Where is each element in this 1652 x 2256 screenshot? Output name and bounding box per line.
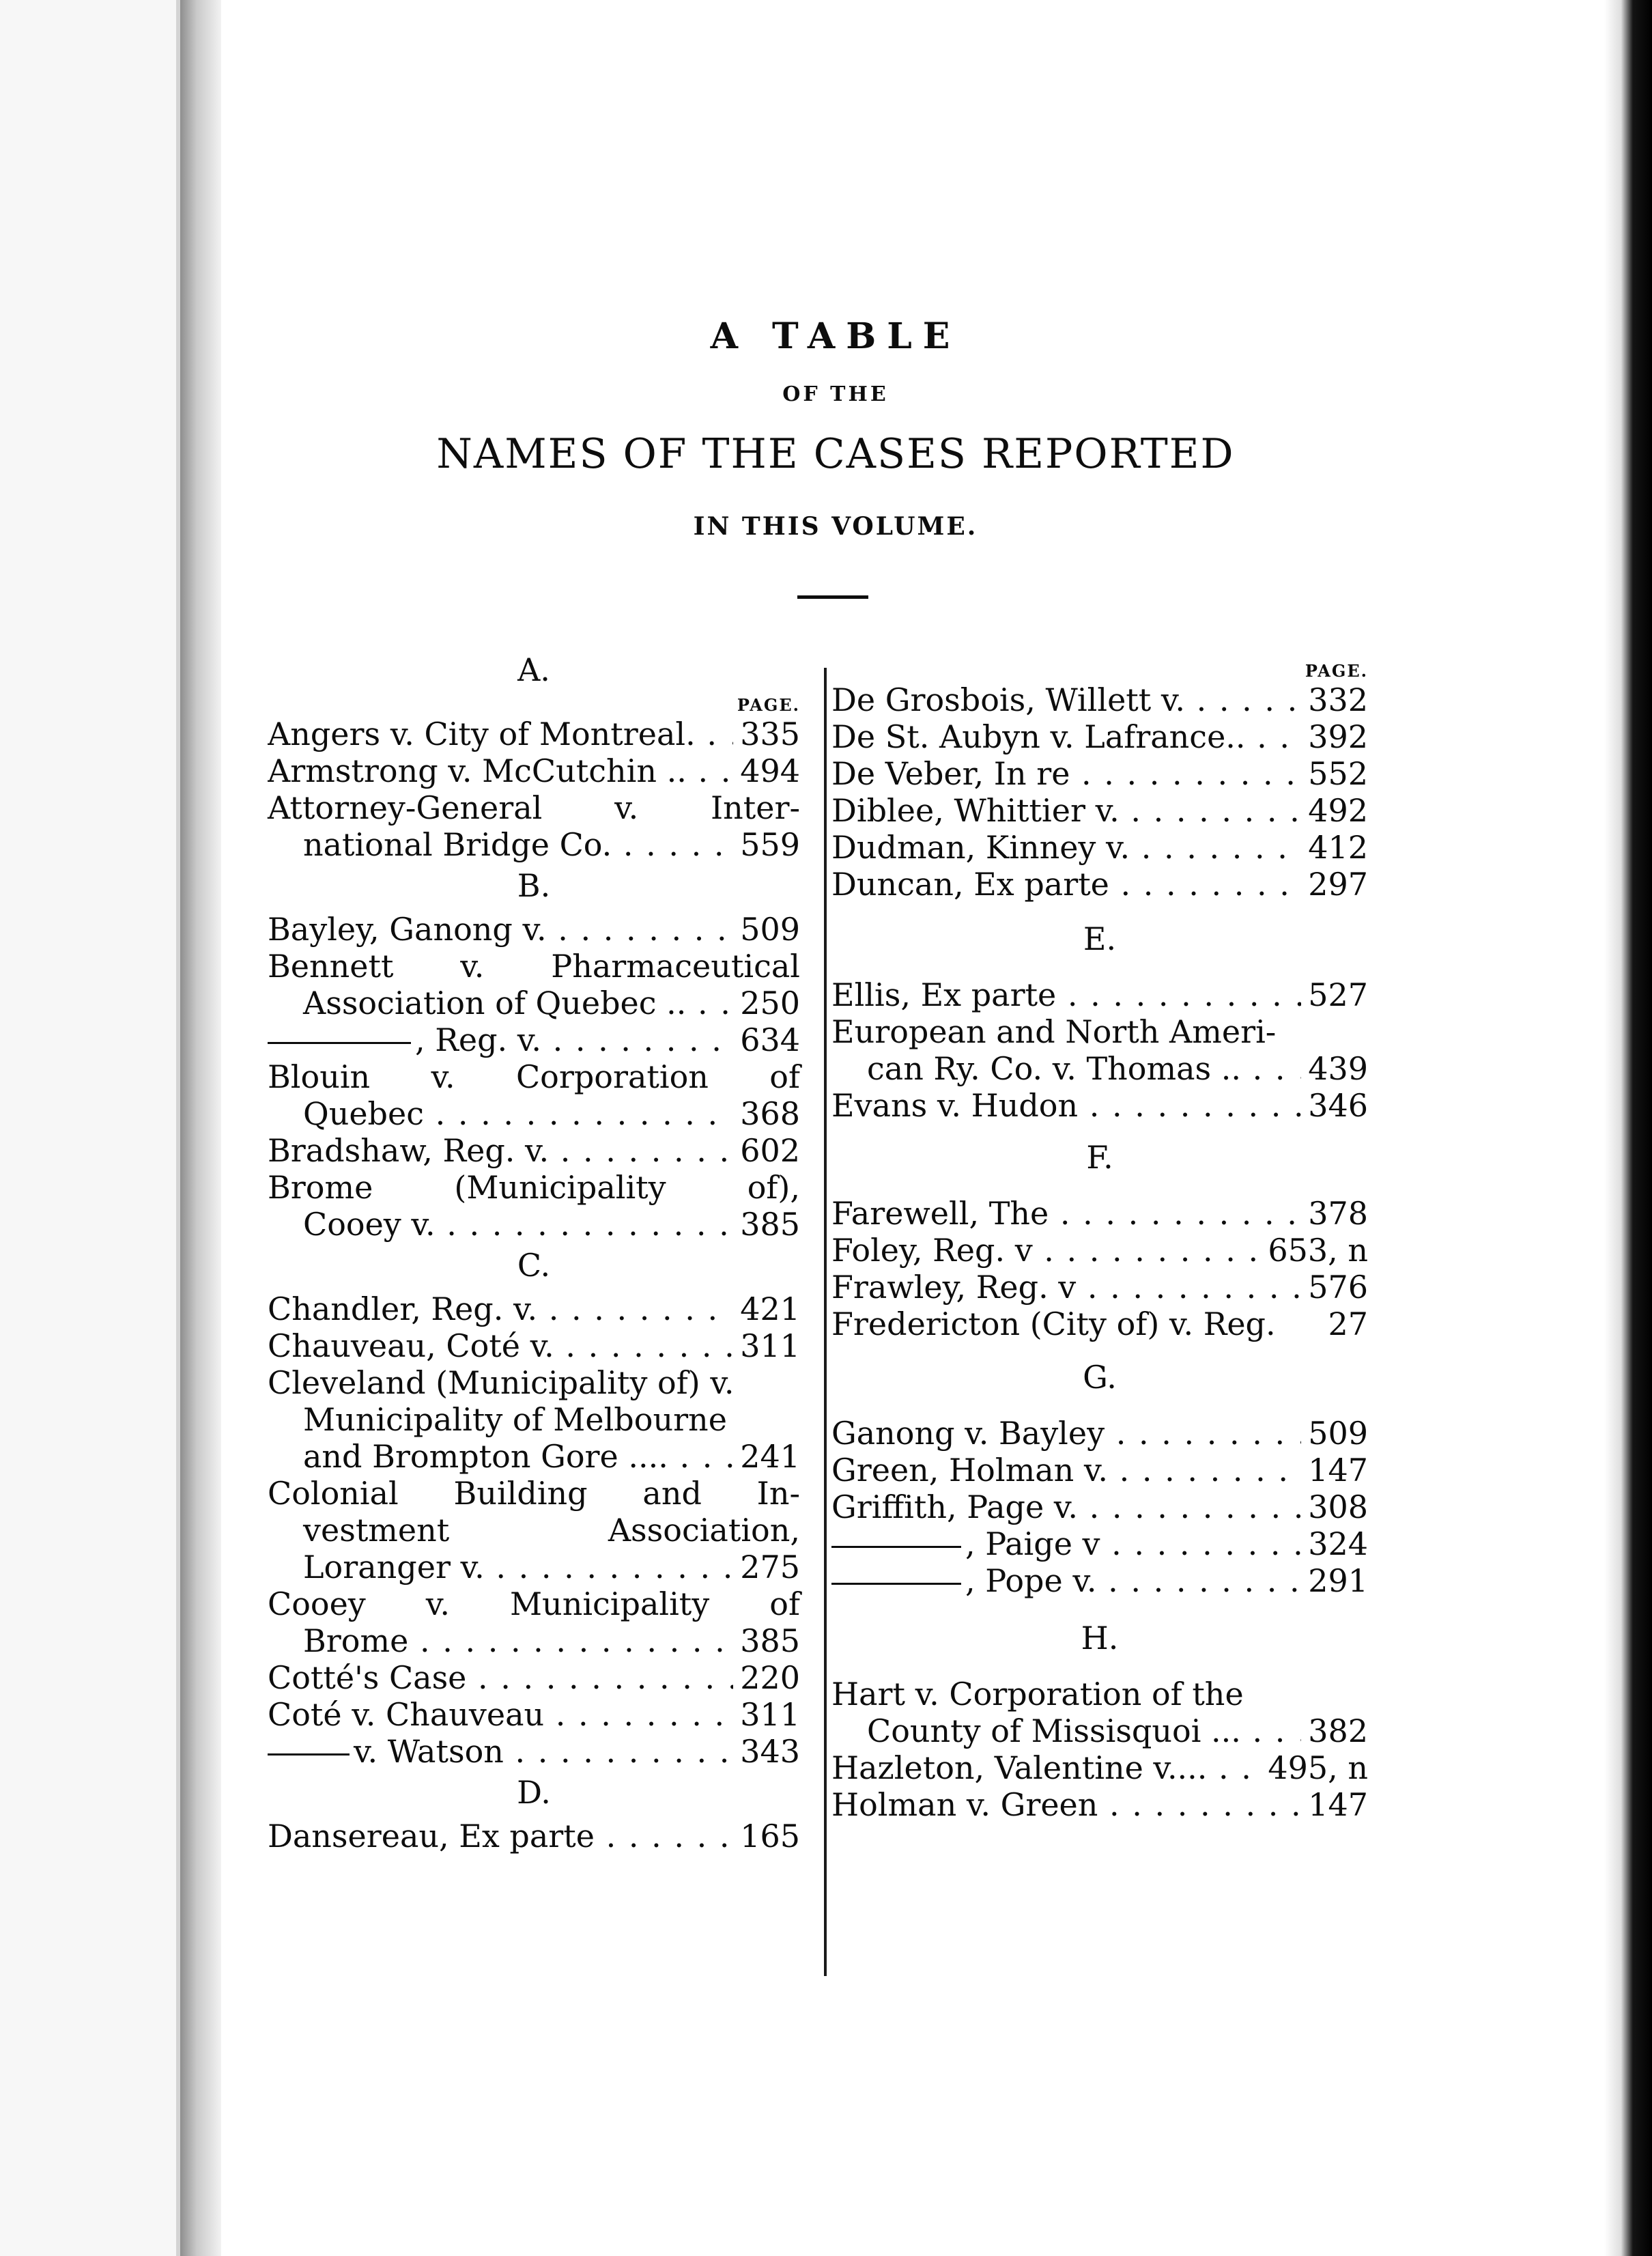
entry-page: 335: [733, 716, 800, 752]
entry-page: 412: [1301, 829, 1368, 866]
entry-page: 343: [733, 1733, 800, 1770]
entry-line: Blouin v. Corporation of: [268, 1058, 800, 1095]
index-entry: [831, 1489, 1368, 1525]
entry-page: 602: [733, 1132, 800, 1169]
entry-text: Duncan, Ex parte . . .: [831, 866, 1368, 903]
section-letter-e: E.: [1083, 920, 1117, 957]
index-entry: [831, 681, 1368, 718]
index-entry: [831, 1306, 1368, 1342]
entry-page: 332: [1301, 681, 1368, 718]
index-entry: [268, 911, 800, 948]
entry-line: Cleveland (Municipality of) v.: [268, 1364, 735, 1401]
ditto-dash: [268, 1753, 350, 1756]
section-letter-g: G.: [1083, 1359, 1117, 1396]
entry-line: Hart v. Corporation of the: [831, 1676, 1244, 1712]
entry-text: national Bridge Co. . . .: [268, 826, 800, 863]
entry-page: 492: [1301, 792, 1368, 829]
entry-text: Holman v. Green . . .: [831, 1786, 1368, 1823]
entry-text: Brome . . .: [268, 1622, 800, 1659]
entry-page: 324: [1301, 1525, 1368, 1562]
entry-page: 275: [733, 1549, 800, 1585]
index-entry: [268, 1622, 800, 1659]
entry-page: 382: [1301, 1712, 1368, 1749]
index-entry: [268, 1021, 800, 1058]
index-entry: [831, 1786, 1368, 1823]
index-entry: [831, 1562, 1368, 1599]
index-entry: [831, 1269, 1368, 1306]
entry-page: 494: [733, 752, 800, 789]
entry-text: De Veber, In re . . .: [831, 755, 1368, 792]
entry-page: 368: [733, 1095, 800, 1132]
index-entry: [268, 826, 800, 863]
title-line-2: OF THE: [782, 382, 889, 406]
entry-text: Griffith, Page v. . . .: [831, 1489, 1368, 1525]
entry-text: Hazleton, Valentine v.... . . .: [831, 1749, 1368, 1786]
section-letter-d: D.: [517, 1774, 551, 1811]
entry-page: 653, n: [1261, 1232, 1368, 1269]
entry-text: , Pope v.: [965, 1562, 1097, 1599]
ditto-dash: [831, 1546, 961, 1548]
ditto-dash: [268, 1042, 411, 1044]
section-letter-h: H.: [1081, 1620, 1119, 1656]
entry-line: Bennett v. Pharmaceutical: [268, 948, 800, 985]
entry-page: 308: [1301, 1489, 1368, 1525]
entry-text: Ganong v. Bayley . . .: [831, 1415, 1368, 1452]
index-entry: [268, 752, 800, 789]
title-rule: [797, 595, 868, 599]
entry-page: 311: [733, 1696, 800, 1733]
entry-page: 311: [733, 1327, 800, 1364]
index-entry: [831, 829, 1368, 866]
entry-page: 147: [1301, 1452, 1368, 1489]
index-entry: [268, 1438, 800, 1475]
entry-page: 297: [1301, 866, 1368, 903]
entry-text: Frawley, Reg. v . . .: [831, 1269, 1368, 1306]
entry-text: Quebec . . .: [268, 1095, 800, 1132]
entry-page: 509: [733, 911, 800, 948]
index-entry: [831, 1087, 1368, 1124]
entry-line: Cooey v. Municipality of: [268, 1585, 800, 1622]
entry-text: Evans v. Hudon . . .: [831, 1087, 1368, 1124]
index-entry: [831, 866, 1368, 903]
entry-page: 250: [733, 985, 800, 1021]
entry-page: 27: [1328, 1306, 1368, 1342]
index-entry: [831, 1452, 1368, 1489]
entry-text: County of Missisquoi ... . . .: [831, 1712, 1368, 1749]
entry-text: , Reg. v.: [415, 1021, 541, 1058]
entry-page: 165: [733, 1818, 800, 1855]
column-separator: [824, 668, 827, 1976]
entry-page: 385: [733, 1622, 800, 1659]
index-entry: [268, 1549, 800, 1585]
right-column: [831, 661, 1368, 1823]
entry-text: Farewell, The . . .: [831, 1195, 1368, 1232]
page-column-label: PAGE.: [737, 695, 800, 715]
entry-text: Coté v. Chauveau . . .: [268, 1696, 800, 1733]
section-letter-f: F.: [1086, 1139, 1113, 1176]
entry-line: Brome (Municipality of),: [268, 1169, 800, 1206]
entry-page: 346: [1301, 1087, 1368, 1124]
entry-text: Loranger v. . . .: [268, 1549, 800, 1585]
facing-page: [0, 0, 180, 2256]
entry-page: 527: [1301, 976, 1368, 1013]
index-entry: [831, 1050, 1368, 1087]
entry-line: European and North Ameri-: [831, 1013, 1277, 1050]
entry-text: and Brompton Gore .... . . .: [268, 1438, 800, 1475]
entry-page: 439: [1301, 1050, 1368, 1087]
entry-text: Chauveau, Coté v. . . .: [268, 1327, 800, 1364]
entry-text: can Ry. Co. v. Thomas .. . . .: [831, 1050, 1368, 1087]
index-entry: [831, 1712, 1368, 1749]
index-entry: [268, 1733, 800, 1770]
index-entry: [268, 1291, 800, 1327]
index-entry: [831, 718, 1368, 755]
entry-text: Foley, Reg. v . . .: [831, 1232, 1368, 1269]
entry-text: Dansereau, Ex parte . . .: [268, 1818, 800, 1855]
book-gutter-shadow: [180, 0, 221, 2256]
entry-line: vestment Association,: [303, 1512, 800, 1549]
entry-text: Ellis, Ex parte . . .: [831, 976, 1368, 1013]
entry-line: Municipality of Melbourne: [303, 1401, 727, 1438]
index-entry: [268, 985, 800, 1021]
index-entry: [831, 1749, 1368, 1786]
entry-text: , Paige v: [965, 1525, 1100, 1562]
entry-page: 559: [733, 826, 800, 863]
entry-page: 220: [733, 1659, 800, 1696]
index-entry: [831, 1415, 1368, 1452]
index-entry: [268, 1696, 800, 1733]
title-line-3: NAMES OF THE CASES REPORTED: [436, 430, 1235, 478]
entry-page: 378: [1301, 1195, 1368, 1232]
entry-line: Attorney-General v. Inter-: [268, 789, 800, 826]
entry-page: 634: [733, 1021, 800, 1058]
index-entry: [831, 755, 1368, 792]
entry-page: 421: [733, 1291, 800, 1327]
entry-page: 241: [733, 1438, 800, 1475]
entry-text: Diblee, Whittier v. . . .: [831, 792, 1368, 829]
entry-page: 509: [1301, 1415, 1368, 1452]
entry-line: Colonial Building and In-: [268, 1475, 800, 1512]
index-entry: [268, 1132, 800, 1169]
entry-page: 291: [1301, 1562, 1368, 1599]
index-entry: [831, 792, 1368, 829]
index-entry: [831, 1525, 1368, 1562]
index-entry: [831, 976, 1368, 1013]
title-line-4: IN THIS VOLUME.: [693, 512, 978, 541]
index-entry: [831, 1232, 1368, 1269]
entry-text: Cotté's Case . . .: [268, 1659, 800, 1696]
index-entry: [268, 1327, 800, 1364]
entry-text: Cooey v. . . .: [268, 1206, 800, 1243]
entry-text: Armstrong v. McCutchin .. . . .: [268, 752, 800, 789]
entry-page: 495, n: [1261, 1749, 1368, 1786]
index-entry: [268, 1818, 800, 1855]
entry-text: Fredericton (City of) v. Reg.: [831, 1306, 1276, 1342]
entry-page: 147: [1301, 1786, 1368, 1823]
page-column-label: PAGE.: [1305, 661, 1368, 681]
entry-text: De St. Aubyn v. Lafrance.. . . .: [831, 718, 1368, 755]
entry-text: Chandler, Reg. v. . . .: [268, 1291, 800, 1327]
index-entry: [268, 1659, 800, 1696]
entry-page: 576: [1301, 1269, 1368, 1306]
section-letter-c: C.: [517, 1247, 551, 1284]
entry-text: Angers v. City of Montreal. . . .: [268, 716, 800, 752]
entry-text: v. Watson: [354, 1733, 504, 1770]
title-line-1: A TABLE: [710, 315, 961, 357]
entry-text: Association of Quebec .. . . .: [268, 985, 800, 1021]
index-entry: [268, 1095, 800, 1132]
section-letter-a: A.: [517, 651, 550, 688]
entry-text: Bradshaw, Reg. v. . . .: [268, 1132, 800, 1169]
section-letter-b: B.: [517, 867, 551, 904]
index-entry: [831, 1195, 1368, 1232]
entry-text: Green, Holman v. . . .: [831, 1452, 1368, 1489]
entry-text: De Grosbois, Willett v. . . .: [831, 681, 1368, 718]
entry-text: Bayley, Ganong v. . . .: [268, 911, 800, 948]
left-column: [268, 647, 800, 1855]
entry-page: 392: [1301, 718, 1368, 755]
ditto-dash: [831, 1583, 961, 1585]
index-entry: [268, 716, 800, 752]
index-entry: [268, 1206, 800, 1243]
entry-page: 385: [733, 1206, 800, 1243]
page-edge-shadow: [1604, 0, 1652, 2256]
entry-page: 552: [1301, 755, 1368, 792]
entry-text: Dudman, Kinney v. . . .: [831, 829, 1368, 866]
